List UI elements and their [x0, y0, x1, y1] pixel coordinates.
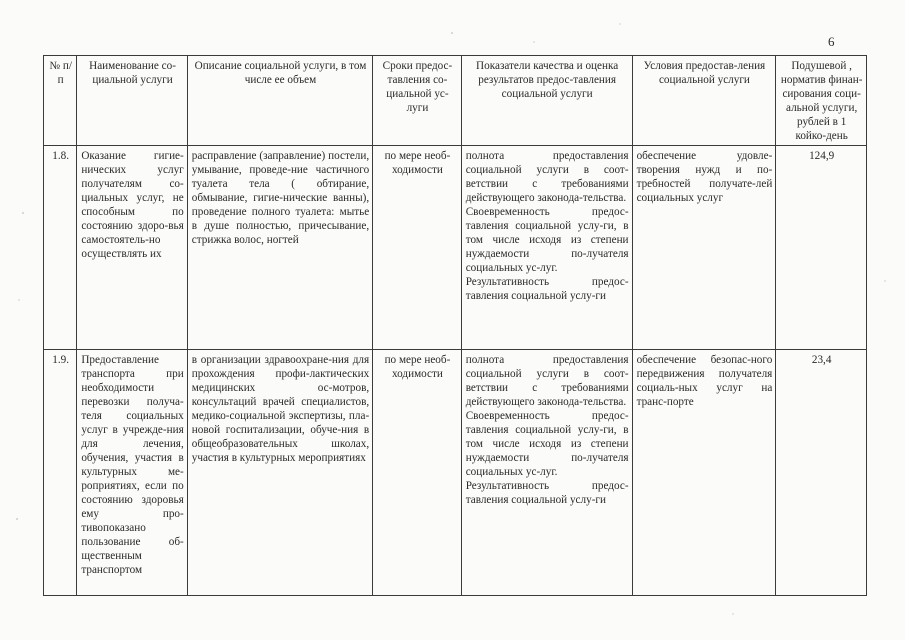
- quality-timeliness: Своевременность предос-тавления социальной услу-ги, в том числе исходя из степени нуждаемости по-лучателя социальных ус-луг.: [465, 206, 629, 274]
- header-number: № п/п: [44, 56, 77, 146]
- cell-quality-indicators: [461, 146, 632, 350]
- header-service-name: Наименование со-циальной услуги: [77, 56, 187, 146]
- cell-service-name: Предоставление транспорта при необходимости перевозки получа-теля социальных услуг в учрежде-ния для лечения, обучения, участия в культурных ме-роприятиях, если по состоянию здоровья ему про-тивопоказано пользование об-щественным транспортом: [77, 350, 187, 596]
- quality-effectiveness: Результативность предос-тавления социальной услу-ги: [465, 480, 629, 506]
- cell-funding-norm: 23,4: [776, 350, 867, 596]
- quality-completeness: полнота предоставления социальной услуги в соот-ветствии с требованиями действующего законода-тельства.: [465, 354, 629, 408]
- table-row: [44, 146, 867, 350]
- cell-terms: по мере необ-ходимости: [373, 350, 462, 596]
- cell-description: расправление (заправление) постели, умывание, проведе-ние частичного туалета тела ( обтирание, обмывание, гигие-нические ванны), проведение полного туалета: мытье в душе полностью, причесывание, стрижка волос, ногтей: [187, 146, 372, 350]
- cell-conditions: обеспечение безопас-ного передвижения получателя социаль-ных услуг на транс-порте: [632, 350, 776, 596]
- social-services-table: [43, 55, 867, 596]
- quality-completeness: полнота предоставления социальной услуги в соот-ветствии с требованиями действующего законода-тельства.: [465, 150, 629, 204]
- cell-terms: по мере необ-ходимости: [373, 146, 462, 350]
- cell-description: в организации здравоохране-ния для прохождения профи-лактических медицинских ос-мотров, консультаций врачей специалистов, медико-социальной экспертизы, пла-новой госпитализации, обуче-ния в общеобразовательных школах, участия в культурных мероприятиях: [187, 350, 372, 596]
- cell-number: 1.8.: [44, 146, 77, 350]
- table-row: [44, 350, 867, 596]
- header-quality-indicators: Показатели качества и оценка результатов предос-тавления социальной услуги: [461, 56, 632, 146]
- header-terms: Сроки предос-тавления со-циальной ус-луги: [373, 56, 462, 146]
- cell-number: 1.9.: [44, 350, 77, 596]
- quality-effectiveness: Результативность предос-тавления социальной услу-ги: [465, 276, 629, 302]
- header-funding-norm: Подушевой , норматив финан-сирования соци-альной услуги, рублей в 1 койко-день: [776, 56, 867, 146]
- cell-conditions: обеспечение удовле-творения нужд и по-требностей получате-лей социальных услуг: [632, 146, 776, 350]
- table-header-row: [44, 56, 867, 146]
- header-conditions: Условия предостав-ления социальной услуги: [632, 56, 776, 146]
- header-description: Описание социальной услуги, в том числе ее объем: [187, 56, 372, 146]
- cell-funding-norm: 124,9: [776, 146, 867, 350]
- cell-service-name: Оказание гигие-нических услуг получателям со-циальных услуг, не способным по состоянию здоро-вья самостоятель-но осуществлять их: [77, 146, 187, 350]
- quality-timeliness: Своевременность предос-тавления социальной услу-ги, в том числе исходя из степени нуждаемости по-лучателя социальных ус-луг.: [465, 410, 629, 478]
- cell-quality-indicators: [461, 350, 632, 596]
- page-number: 6: [828, 34, 835, 49]
